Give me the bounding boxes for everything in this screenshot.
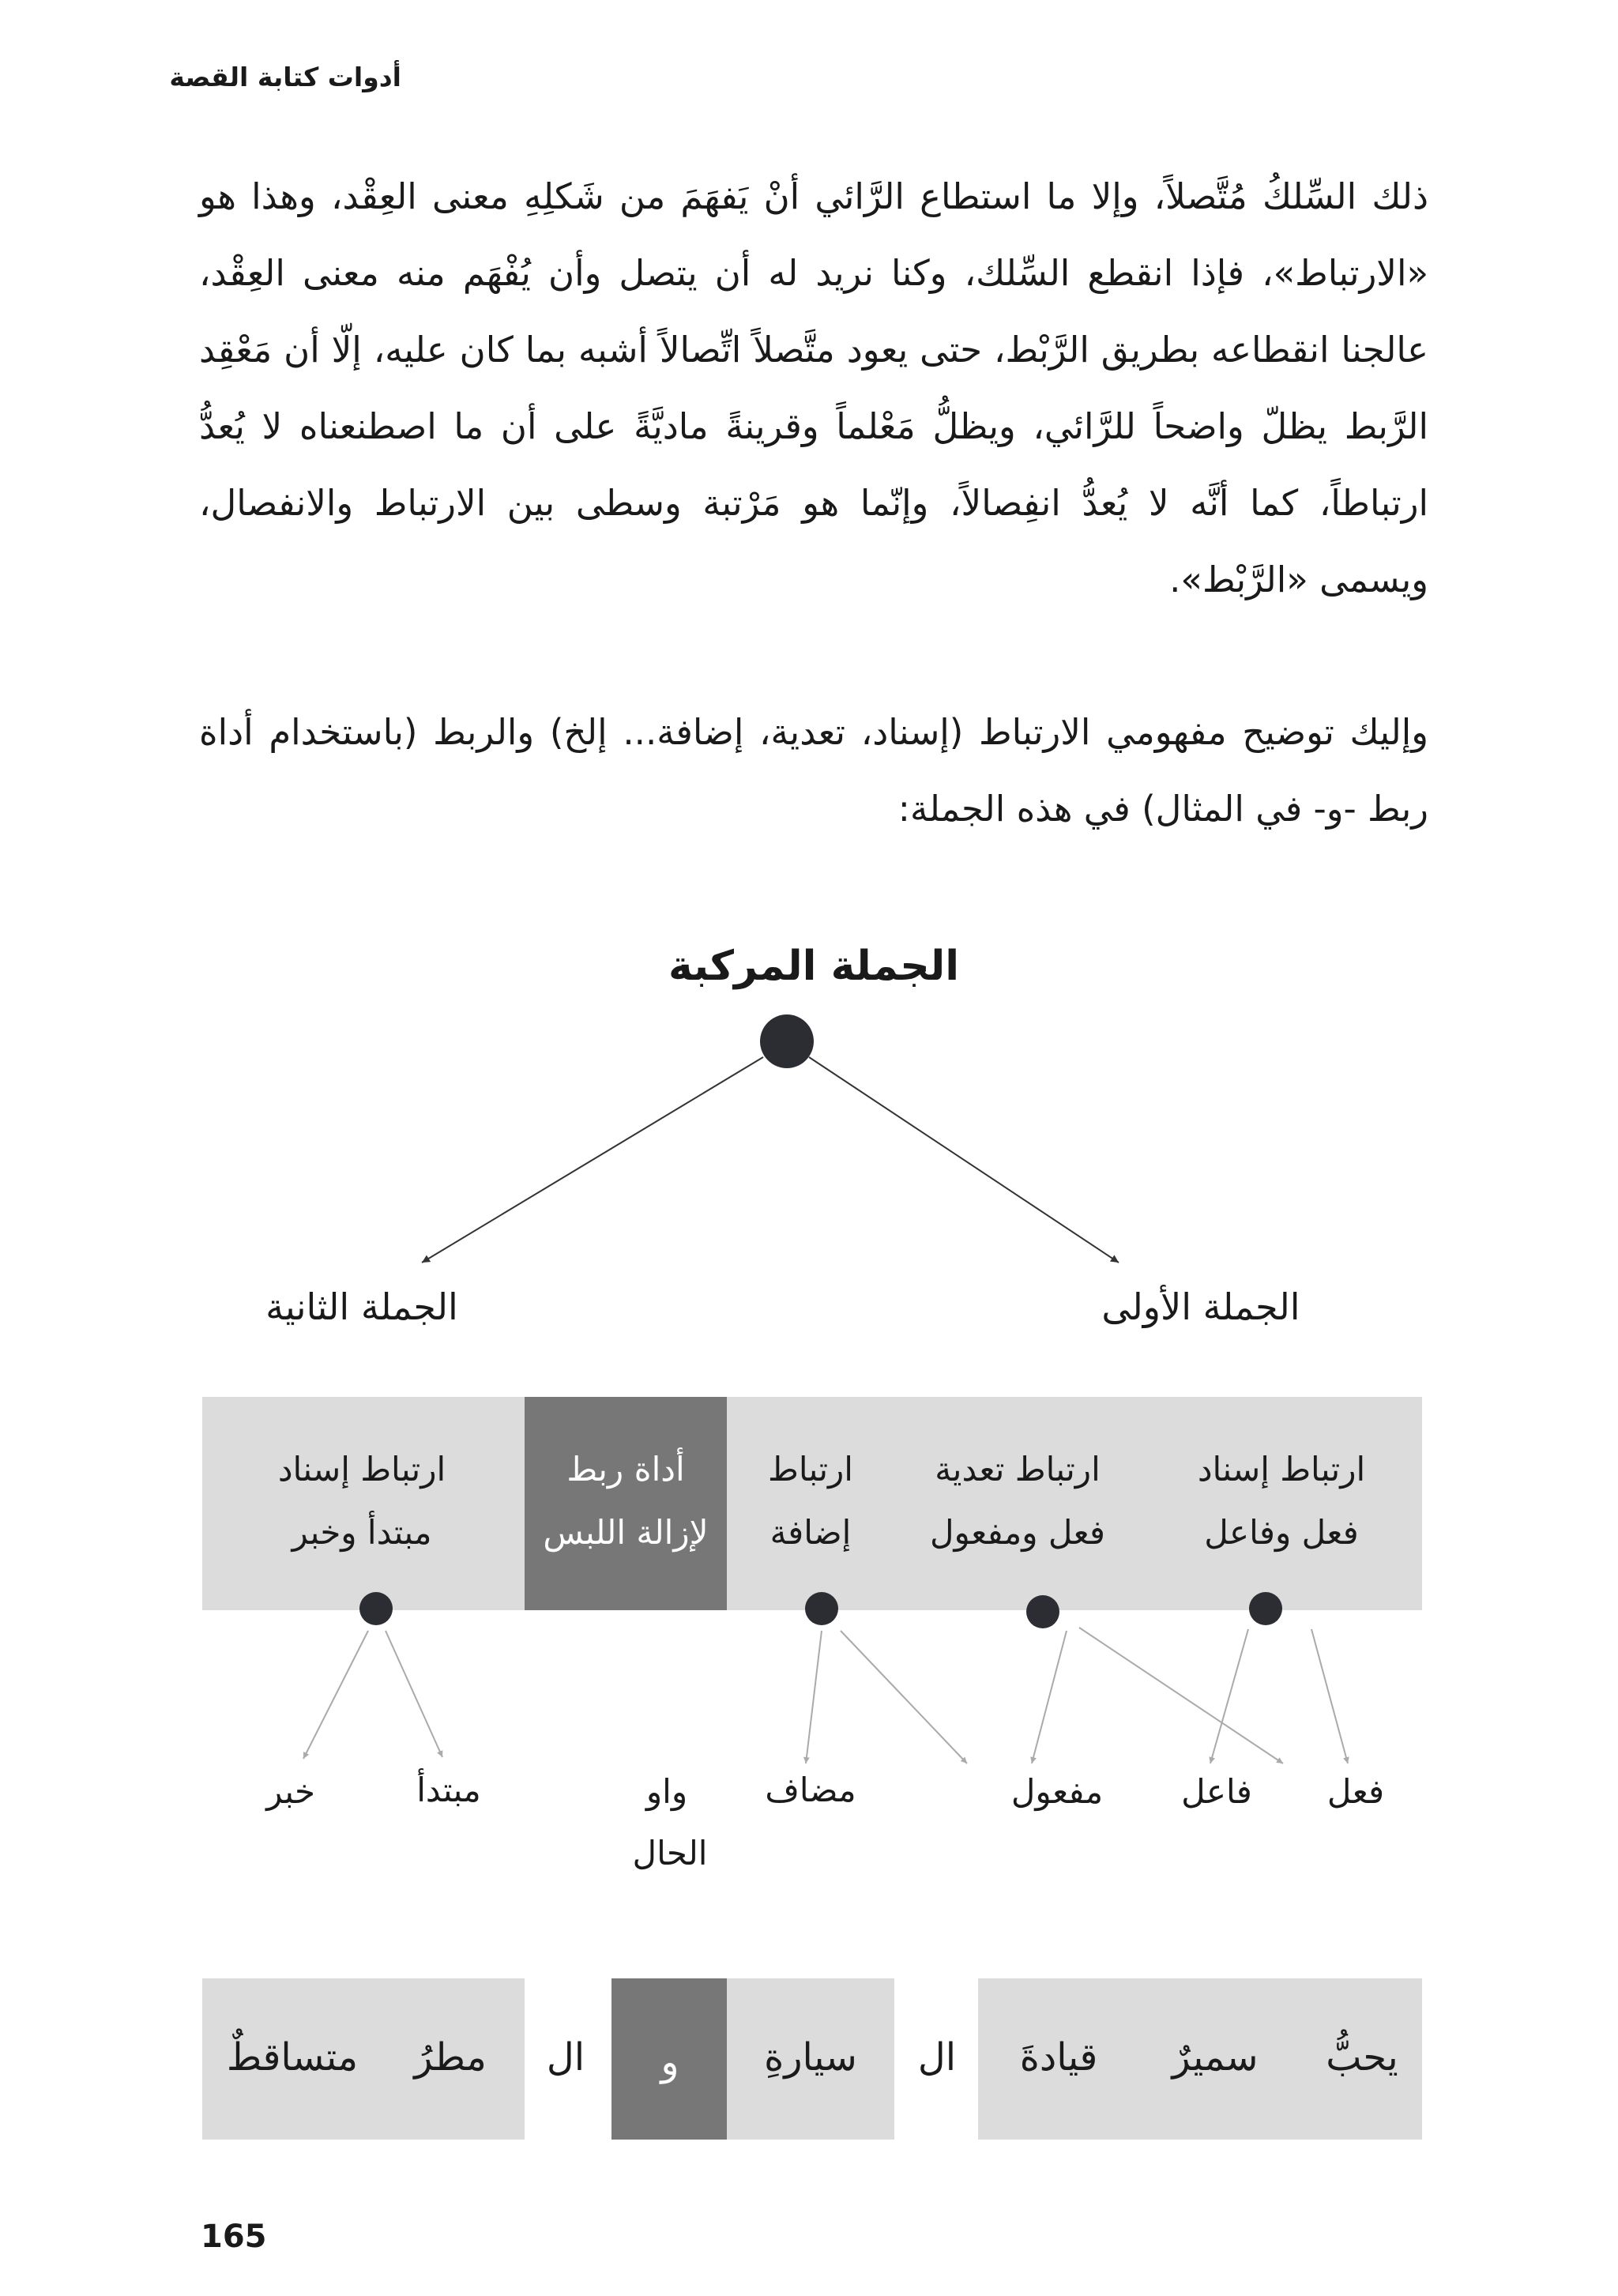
word-samir: سميرٌ xyxy=(1172,2035,1259,2080)
word-qiyada: قيادةَ xyxy=(1019,2035,1098,2080)
relation-ta3diya-line2: فعل ومفعول xyxy=(930,1513,1105,1552)
arrow-idafa-to-mudaf xyxy=(806,1631,822,1763)
arrow-ta3diya-to-maf3ul xyxy=(1032,1631,1067,1763)
first-clause-label: الجملة الأولى xyxy=(1101,1285,1300,1328)
second-clause-label: الجملة الثانية xyxy=(265,1285,458,1328)
node-ta3diya xyxy=(1026,1595,1059,1628)
word-mutasaqit: متساقطٌ xyxy=(226,2035,359,2080)
relations-band-dark xyxy=(525,1397,727,1610)
role-fa3il: فاعل xyxy=(1181,1772,1252,1811)
role-khabar: خبر xyxy=(266,1772,315,1811)
relation-isnad-ismi-line1: ارتباط إسناد xyxy=(277,1450,446,1489)
relation-rabt-tool-line1: أداة ربط xyxy=(566,1450,685,1489)
paragraph-1: ذلك السِّلكُ مُتَّصلاً، وإلا ما استطاع الرَّائي أنْ يَفهَمَ من شَكلِهِ معنى العِقْد، وهذا هو «الارتباط»، فإذا انقطع السِّلك، وكنا نريد له أن يتصل وأن يُفْهَم منه معنى العِقْد، عالجنا انقطاعه بطريق الرَّبْط، حتى يعود متَّصلاً اتِّصالاً أشبه بما كان عليه، إلّا أن مَعْقِد الرَّبط يظلّ واضحاً للرَّائي، ويظلُّ مَعْلماً وقرينةً ماديَّةً على أن ما اصطنعناه لا يُعدُّ ارتباطاً، كما أنَّه لا يُعدُّ انفِصالاً، وإنّما هو مَرْتبة وسطى بين الارتباط والانفصال، ويسمى «الرَّبْط». xyxy=(199,175,1428,600)
relations-band-light-left xyxy=(202,1397,525,1610)
arrow-isnad-to-khabar xyxy=(303,1631,368,1759)
role-maf3ul: مفعول xyxy=(1010,1772,1104,1811)
arrow-isnad-to-fi3l xyxy=(1311,1629,1348,1763)
relation-idafa-line2: إضافة xyxy=(769,1513,852,1552)
node-idafa xyxy=(805,1592,838,1625)
arrow-idafa-to-next xyxy=(841,1631,967,1763)
relation-rabt-tool-line2: لإزالة اللبس xyxy=(543,1513,709,1552)
word-matar: مطرُ xyxy=(414,2035,487,2080)
arrow-isnad-to-fa3il xyxy=(1210,1629,1248,1763)
arrow-isnad-to-mubtada xyxy=(386,1631,442,1757)
word-yuhibbu: يحبُّ xyxy=(1326,2035,1398,2080)
relation-isnad-fi3l-line2: فعل وفاعل xyxy=(1204,1513,1359,1552)
role-fi3l: فعل xyxy=(1326,1772,1385,1811)
word-al-2: ال xyxy=(546,2035,585,2080)
arrow-to-first-clause xyxy=(809,1057,1119,1263)
arrow-ta3diya-to-fi3l xyxy=(1079,1628,1283,1763)
node-isnad-fi3l xyxy=(1249,1592,1282,1625)
word-al-1: ال xyxy=(917,2035,957,2080)
relation-isnad-ismi-line2: مبتدأ وخبر xyxy=(292,1513,432,1552)
node-isnad-ismi xyxy=(359,1592,393,1625)
relation-isnad-fi3l-line1: ارتباط إسناد xyxy=(1197,1450,1366,1489)
word-waw: و xyxy=(660,2040,679,2084)
relations-band-light-right xyxy=(727,1397,1422,1610)
page-number: 165 xyxy=(201,2219,267,2255)
root-label: الجملة المركبة xyxy=(668,943,960,990)
relation-idafa-line1: ارتباط xyxy=(768,1450,853,1489)
role-mubtada: مبتدأ xyxy=(416,1771,481,1809)
role-waw-line2: الحال xyxy=(632,1834,708,1873)
arrow-to-second-clause xyxy=(422,1057,763,1263)
word-sayyara: سيارةِ xyxy=(764,2035,857,2080)
root-node xyxy=(760,1014,814,1068)
role-mudaf: مضاف xyxy=(765,1771,856,1809)
paragraph-2: وإليك توضيح مفهومي الارتباط (إسناد، تعدية، إضافة... إلخ) والربط (باستخدام أداة ربط -و- في المثال) في هذه الجملة: xyxy=(199,711,1428,830)
role-waw-line1: واو xyxy=(645,1772,688,1811)
relation-ta3diya-line1: ارتباط تعدية xyxy=(935,1450,1101,1489)
running-header: أدوات كتابة القصة xyxy=(169,62,401,92)
